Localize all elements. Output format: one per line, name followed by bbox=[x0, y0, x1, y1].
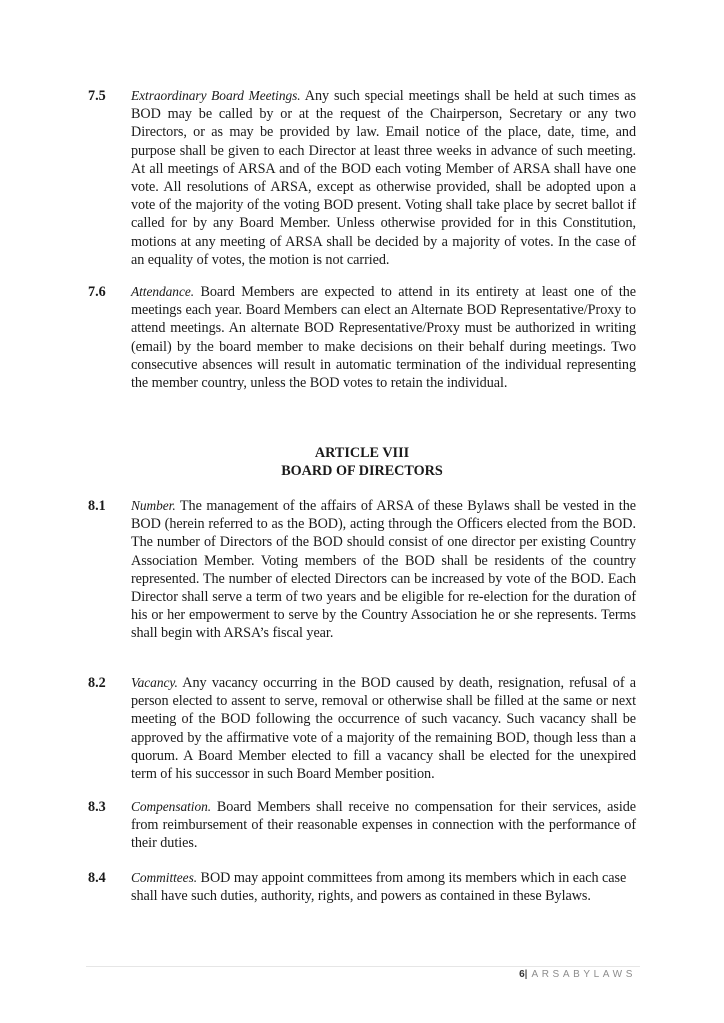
article-number: ARTICLE VIII bbox=[314, 445, 410, 461]
page-footer bbox=[519, 969, 636, 981]
section-number: 7.5 bbox=[88, 88, 106, 104]
section-8-1 bbox=[88, 497, 636, 643]
section-title: Number. bbox=[131, 498, 176, 513]
section-text: Board Members shall receive no compensation for their services, aside from reimbursement of their reasonable expenses in connection with the performance of their duties. bbox=[131, 799, 636, 852]
running-title: ARSABYLAWS bbox=[531, 969, 636, 980]
section-text: Any vacancy occurring in the BOD caused by death, resignation, refusal of a person elected to assent to serve, removal or otherwise shall be filled at the same or next meeting of the BOD following the occurrence of such vacancy. Such vacancy shall be approved by the affirmative vote of a majority of the remaining BOD, though less than a quorum. A Board Member elected to fill a vacancy shall be elected for the unexpired term of his successor in such Board Member position. bbox=[131, 675, 636, 783]
section-title: Attendance. bbox=[131, 284, 195, 299]
article-heading bbox=[88, 444, 636, 480]
section-number: 8.2 bbox=[88, 675, 106, 691]
section-8-3 bbox=[88, 798, 636, 853]
section-body bbox=[131, 497, 636, 643]
section-number: 8.4 bbox=[88, 870, 106, 886]
section-body bbox=[131, 798, 636, 853]
section-text: BOD may appoint committees from among its members which in each case shall have such duties, authority, rights, and powers as contained in these Bylaws. bbox=[131, 870, 627, 905]
section-text: The management of the affairs of ARSA of these Bylaws shall be vested in the BOD (herein referred to as the BOD), acting through the Officers elected from the BOD. The number of Directors of the BOD should consist of one director per existing Country Association Member. Voting members of the BOD shall be residents of the country represented. The number of elected Directors can be increased by vote of the BOD. Each Director shall serve a term of two years and be eligible for re-election for the duration of his or her empowerment to serve by the Country Association he or she represents. Terms shall begin with ARSA’s fiscal year. bbox=[131, 498, 636, 642]
section-number: 7.6 bbox=[88, 284, 106, 300]
section-8-4 bbox=[88, 869, 636, 905]
section-title: Extraordinary Board Meetings. bbox=[131, 88, 301, 103]
section-number: 8.3 bbox=[88, 799, 106, 815]
section-7-6 bbox=[88, 283, 636, 392]
page-number: 6 bbox=[519, 969, 525, 980]
section-body bbox=[131, 674, 636, 783]
section-title: Vacancy. bbox=[131, 675, 178, 690]
section-text: Board Members are expected to attend in its entirety at least one of the meetings each year. Board Members can elect an Alternate BOD Representative/Proxy to attend meetings. An alternate BOD Representative/Proxy must be authorized in writing (email) by the board member to make decisions on their behalf during meetings. Two consecutive absences will result in automatic termination of the individual representing the member country, unless the BOD votes to retain the individual. bbox=[131, 284, 637, 392]
section-title: Compensation. bbox=[131, 799, 212, 814]
article-title: BOARD OF DIRECTORS bbox=[281, 463, 443, 480]
section-8-2 bbox=[88, 674, 636, 783]
section-number: 8.1 bbox=[88, 498, 106, 514]
section-body bbox=[131, 283, 636, 392]
section-body bbox=[131, 87, 636, 269]
footer-separator: | bbox=[524, 969, 528, 980]
section-text: Any such special meetings shall be held at such times as BOD may be called by or at the request of the Chairperson, Secretary or any two Directors, or as may be provided by law. Email notice of the place, date, time, and purpose shall be given to each Director at least three weeks in advance of such meeting. At all meetings of ARSA and of the BOD each voting Member of ARSA shall have one vote. All resolutions of ARSA, except as otherwise provided, shall be adopted upon a vote of the majority of the voting BOD present. Voting shall take place by secret ballot if called for by any Board Member. Unless otherwise provided for in this Constitution, motions at any meeting of ARSA shall be decided by a majority of votes. In the case of an equality of votes, the motion is not carried. bbox=[131, 88, 637, 268]
section-7-5 bbox=[88, 87, 636, 269]
section-title: Committees. bbox=[131, 870, 198, 885]
section-body bbox=[131, 869, 636, 905]
footer-divider bbox=[86, 966, 640, 967]
